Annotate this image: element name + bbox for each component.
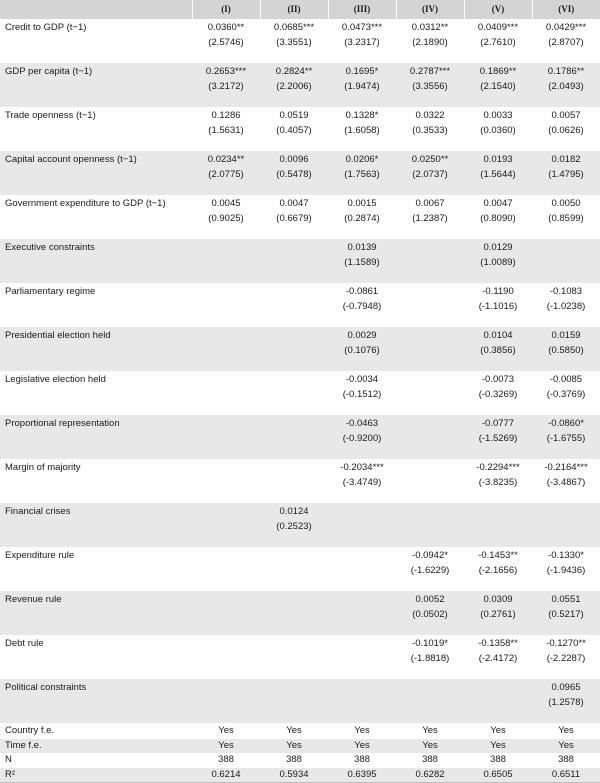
tstat-cell: (1.4795) [532,168,600,196]
coefficient-cell [260,371,328,388]
tstat-row [0,388,600,416]
tstat-cell: (2.7610) [480,36,516,48]
variable-row [0,459,600,476]
coefficient-cell: -0.0463 [328,415,396,432]
tstat-cell [192,256,260,284]
tstat-cell: (0.0502) [396,608,464,636]
coefficient-cell: 0.0104 [464,327,532,344]
tstat-cell: (0.3856) [464,344,532,372]
tstat-label-blank [0,168,192,196]
tstat-cell [396,520,464,548]
tstat-cell [396,256,464,284]
tstat-label-blank [0,608,192,636]
tstat-cell: (0.4057) [276,124,312,136]
coefficient-cell: -0.1330* [548,550,584,561]
footer-value: 0.6282 [396,768,464,783]
tstat-row [0,212,600,240]
footer-row [0,768,600,783]
variable-label: Legislative election held [5,374,106,385]
variable-label: Proportional representation [0,415,192,432]
coefficient-cell [260,547,328,564]
tstat-row [0,432,600,460]
coefficient-cell [464,503,532,520]
tstat-cell: (1.2578) [532,696,600,724]
tstat-row [0,124,600,152]
tstat-cell: (1.9474) [328,80,396,108]
footer-row [0,739,600,754]
coefficient-cell: -0.1358** [478,638,518,649]
variable-label: Capital account openness (t−1) [0,151,192,168]
coefficient-cell: 0.2787*** [396,63,464,80]
footer-value: 388 [490,754,506,765]
tstat-cell [192,564,260,592]
coefficient-cell [328,679,396,696]
coefficient-cell: 0.0965 [532,679,600,696]
tstat-cell [260,388,328,416]
variable-label: Credit to GDP (t−1) [5,22,87,33]
coefficient-cell [192,415,260,432]
column-header: (III) [328,0,396,19]
coefficient-cell: -0.2164*** [544,462,588,473]
tstat-row [0,36,600,64]
tstat-cell: (-1.9436) [546,564,586,576]
variable-row [0,547,600,564]
coefficient-cell: 0.0057 [551,110,581,121]
tstat-cell [396,476,464,504]
coefficient-cell [192,635,260,652]
coefficient-cell: -0.0861 [345,286,379,297]
coefficient-cell [328,591,396,608]
footer-value: Yes [532,739,600,754]
tstat-cell: (0.0360) [480,124,516,136]
coefficient-cell [192,503,260,520]
tstat-label-blank [0,300,192,328]
footer-label: Time f.e. [0,739,192,754]
tstat-cell [328,564,396,592]
tstat-cell: (2.1540) [464,80,532,108]
tstat-cell [192,652,260,680]
variable-label: Government expenditure to GDP (t−1) [5,198,166,209]
tstat-cell [396,344,464,372]
coefficient-cell: -0.0860* [532,415,600,432]
coefficient-cell: 0.1869** [464,63,532,80]
tstat-row [0,520,600,548]
tstat-cell: (-2.2287) [546,652,586,664]
tstat-cell [260,608,328,636]
coefficient-cell [192,459,260,476]
coefficient-cell: -0.1190 [482,286,514,297]
footer-value: Yes [490,725,506,736]
column-header: (II) [260,0,328,19]
footer-value: 388 [286,754,302,765]
footer-value: 388 [422,754,438,765]
variable-row [0,239,600,256]
tstat-cell: (0.3533) [412,124,448,136]
tstat-cell [328,520,396,548]
variable-row [0,371,600,388]
coefficient-cell: 0.0309 [464,591,532,608]
coefficient-cell: 0.0312** [411,22,449,33]
variable-row [0,327,600,344]
tstat-cell: (0.8090) [480,212,516,224]
footer-label: N [5,754,12,765]
header-blank [0,0,192,19]
tstat-cell [192,432,260,460]
tstat-cell [464,696,532,724]
footer-value: Yes [192,739,260,754]
tstat-row [0,696,600,724]
tstat-label-blank [0,432,192,460]
coefficient-cell: -0.1019* [412,638,448,649]
coefficient-cell [192,547,260,564]
variable-row [0,195,600,212]
coefficient-cell: -0.0942* [412,550,448,561]
tstat-row [0,564,600,592]
coefficient-cell [396,283,464,300]
tstat-cell: (0.0626) [548,124,584,136]
footer-value: Yes [464,739,532,754]
tstat-cell [396,696,464,724]
footer-label: Country f.e. [5,725,55,736]
variable-row [0,635,600,652]
tstat-row [0,80,600,108]
footer-value: Yes [286,725,302,736]
tstat-cell [192,520,260,548]
tstat-cell: (1.7563) [328,168,396,196]
coefficient-cell [532,503,600,520]
tstat-cell [328,608,396,636]
tstat-cell: (1.5631) [208,124,244,136]
variable-label: Presidential election held [0,327,192,344]
variable-label: Executive constraints [0,239,192,256]
variable-label: Debt rule [5,638,44,649]
tstat-row [0,608,600,636]
coefficient-cell [260,239,328,256]
coefficient-cell: 0.0250** [396,151,464,168]
tstat-label-blank [0,520,192,548]
tstat-cell: (0.2523) [260,520,328,548]
coefficient-cell: 0.0047 [279,198,309,209]
variable-row [0,283,600,300]
tstat-cell [192,344,260,372]
footer-value: 0.6511 [532,768,600,783]
coefficient-cell: 0.0052 [396,591,464,608]
tstat-cell [192,388,260,416]
tstat-cell: (0.8599) [548,212,584,224]
tstat-label-blank [0,344,192,372]
footer-value: Yes [422,725,438,736]
footer-value: 388 [558,754,574,765]
coefficient-cell: 0.1286 [211,110,241,121]
tstat-cell: (-0.7948) [342,300,382,312]
coefficient-cell: 0.0139 [328,239,396,256]
coefficient-cell [260,459,328,476]
tstat-row [0,476,600,504]
tstat-label-blank [0,564,192,592]
coefficient-cell [192,679,260,696]
footer-value: Yes [396,739,464,754]
coefficient-cell: 0.0096 [260,151,328,168]
tstat-cell [396,388,464,416]
variable-label: Margin of majority [5,462,81,473]
coefficient-cell [396,503,464,520]
tstat-cell: (0.2874) [344,212,380,224]
tstat-label-blank [0,388,192,416]
variable-label: Expenditure rule [5,550,75,561]
footer-value: Yes [260,739,328,754]
tstat-cell [328,652,396,680]
tstat-cell: (2.0493) [532,80,600,108]
coefficient-cell: 0.0129 [464,239,532,256]
tstat-row [0,256,600,284]
coefficient-cell: 0.0360** [207,22,245,33]
coefficient-cell: 0.0234** [192,151,260,168]
tstat-cell: (-1.5269) [464,432,532,460]
tstat-cell: (2.2006) [260,80,328,108]
tstat-label-blank [0,652,192,680]
tstat-cell: (-1.6755) [532,432,600,460]
tstat-cell: (2.8707) [548,36,584,48]
tstat-cell: (0.5478) [260,168,328,196]
variable-label: Trade openness (t−1) [5,110,96,121]
footer-value: 0.6395 [328,768,396,783]
variable-label: Financial crises [0,503,192,520]
column-header: (VI) [532,0,600,19]
tstat-label-blank [0,696,192,724]
coefficient-cell: -0.0085 [549,374,583,385]
coefficient-cell: 0.0050 [551,198,581,209]
tstat-cell: (-0.1512) [342,388,382,400]
tstat-label-blank [0,212,192,240]
coefficient-cell [396,679,464,696]
variable-row [0,503,600,520]
coefficient-cell [328,547,396,564]
coefficient-cell: 0.0067 [415,198,445,209]
footer-value: Yes [558,725,574,736]
coefficient-cell: 0.0519 [279,110,309,121]
tstat-row [0,300,600,328]
coefficient-cell [396,415,464,432]
coefficient-cell: 0.0182 [532,151,600,168]
tstat-cell: (2.5746) [208,36,244,48]
coefficient-cell: 0.0409*** [477,22,519,33]
coefficient-cell: 0.0429*** [545,22,587,33]
footer-value: 0.5934 [260,768,328,783]
coefficient-cell [396,239,464,256]
coefficient-cell [192,371,260,388]
variable-row [0,679,600,696]
coefficient-cell [260,679,328,696]
tstat-cell [532,520,600,548]
tstat-cell [260,300,328,328]
coefficient-cell: -0.1453** [478,550,518,561]
coefficient-cell: -0.0073 [481,374,515,385]
footer-value: 0.6214 [192,768,260,783]
coefficient-cell: -0.0034 [345,374,379,385]
variable-label: Parliamentary regime [5,286,96,297]
variable-row [0,151,600,168]
tstat-label-blank [0,36,192,64]
variable-row [0,415,600,432]
tstat-cell: (-1.6229) [410,564,450,576]
footer-value: Yes [354,725,370,736]
variable-row [0,19,600,36]
coefficient-cell: 0.0029 [328,327,396,344]
tstat-label-blank [0,124,192,152]
tstat-cell: (3.2172) [192,80,260,108]
coefficient-cell: 0.1328* [345,110,379,121]
tstat-cell [396,300,464,328]
coefficient-cell [192,283,260,300]
tstat-row [0,168,600,196]
coefficient-cell: -0.1083 [549,286,583,297]
tstat-cell: (-3.4867) [546,476,586,488]
coefficient-cell [532,239,600,256]
coefficient-cell: 0.0124 [260,503,328,520]
tstat-cell [532,256,600,284]
footer-value: Yes [328,739,396,754]
tstat-cell [192,696,260,724]
tstat-cell [396,432,464,460]
coefficient-cell [260,327,328,344]
tstat-cell: (2.0737) [396,168,464,196]
coefficient-cell: 0.1695* [328,63,396,80]
tstat-cell: (-1.1016) [478,300,518,312]
tstat-cell: (0.5217) [532,608,600,636]
tstat-cell: (-2.4172) [478,652,518,664]
tstat-cell: (-2.1656) [478,564,518,576]
footer-row [0,753,600,768]
coefficient-cell: 0.0193 [464,151,532,168]
coefficient-cell [260,591,328,608]
column-header: (IV) [396,0,464,19]
tstat-cell: (0.5850) [532,344,600,372]
tstat-cell: (1.5644) [464,168,532,196]
coefficient-cell: -0.2294*** [476,462,520,473]
tstat-cell: (-0.3769) [546,388,586,400]
tstat-cell [260,256,328,284]
coefficient-cell: 0.0322 [415,110,445,121]
coefficient-cell [260,415,328,432]
tstat-cell [464,520,532,548]
tstat-cell: (3.3556) [396,80,464,108]
tstat-label-blank [0,256,192,284]
coefficient-cell: 0.0047 [483,198,513,209]
header-row [0,0,600,19]
coefficient-cell: 0.0015 [347,198,377,209]
coefficient-cell: 0.0206* [328,151,396,168]
coefficient-cell [396,327,464,344]
tstat-cell: (2.0775) [192,168,260,196]
coefficient-cell [328,503,396,520]
tstat-cell: (-3.8235) [478,476,518,488]
footer-value: Yes [218,725,234,736]
tstat-cell: (-1.0238) [546,300,586,312]
tstat-row [0,344,600,372]
tstat-cell [192,608,260,636]
coefficient-cell [192,327,260,344]
tstat-cell: (0.6679) [276,212,312,224]
tstat-cell [260,344,328,372]
tstat-cell [260,476,328,504]
coefficient-cell [396,459,464,476]
coefficient-cell: -0.0777 [464,415,532,432]
tstat-cell [260,564,328,592]
coefficient-cell: 0.0033 [483,110,513,121]
coefficient-cell: 0.0045 [211,198,241,209]
tstat-cell [260,652,328,680]
tstat-cell: (1.2387) [412,212,448,224]
column-header: (I) [192,0,260,19]
coefficient-cell [260,283,328,300]
variable-row [0,63,600,80]
coefficient-cell: 0.0685*** [273,22,315,33]
coefficient-cell: 0.1786** [532,63,600,80]
tstat-cell: (-1.8818) [410,652,450,664]
footer-value: 0.6505 [464,768,532,783]
footer-value: 388 [354,754,370,765]
coefficient-cell: 0.2824** [260,63,328,80]
tstat-cell [192,300,260,328]
tstat-cell: (0.9025) [208,212,244,224]
tstat-cell: (2.1890) [412,36,448,48]
table-body [0,19,600,783]
variable-label: GDP per capita (t−1) [0,63,192,80]
coefficient-cell: -0.2034*** [340,462,384,473]
tstat-cell: (3.3551) [276,36,312,48]
footer-value: 388 [218,754,234,765]
coefficient-cell [260,635,328,652]
coefficient-cell: 0.0473*** [341,22,383,33]
variable-row [0,591,600,608]
tstat-cell: (0.1076) [328,344,396,372]
coefficient-cell [328,635,396,652]
coefficient-cell [396,371,464,388]
tstat-label-blank [0,476,192,504]
footer-label: R² [0,768,192,783]
tstat-cell: (1.0089) [464,256,532,284]
coefficient-cell: 0.2653*** [192,63,260,80]
coefficient-cell: 0.0551 [532,591,600,608]
variable-row [0,107,600,124]
footer-row [0,723,600,739]
tstat-cell: (3.2317) [344,36,380,48]
tstat-row [0,652,600,680]
column-header: (V) [464,0,532,19]
tstat-cell: (-3.4749) [342,476,382,488]
tstat-cell: (-0.9200) [328,432,396,460]
coefficient-cell [464,679,532,696]
tstat-cell [260,696,328,724]
coefficient-cell: -0.1270** [546,638,586,649]
tstat-cell: (-0.3269) [478,388,518,400]
tstat-cell: (0.2761) [464,608,532,636]
variable-label: Revenue rule [0,591,192,608]
coefficient-cell [192,591,260,608]
variable-label: Political constraints [0,679,192,696]
tstat-cell: (1.6058) [344,124,380,136]
tstat-label-blank [0,80,192,108]
tstat-cell [192,476,260,504]
coefficient-cell [192,239,260,256]
tstat-cell: (1.1589) [328,256,396,284]
tstat-cell [328,696,396,724]
coefficient-cell: 0.0159 [532,327,600,344]
tstat-cell [260,432,328,460]
